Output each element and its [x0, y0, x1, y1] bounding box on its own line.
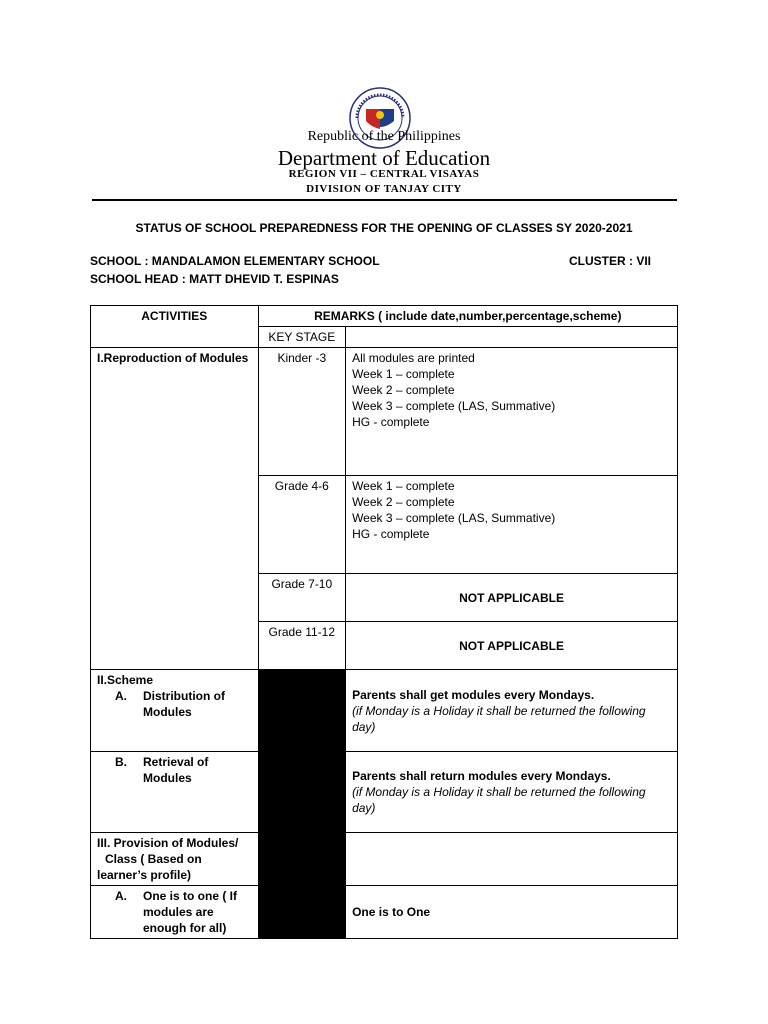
remark-line: All modules are printed — [352, 351, 475, 365]
table-row — [91, 752, 678, 833]
section2-title: II.Scheme — [97, 673, 154, 687]
school-name: SCHOOL : MANDALAMON ELEMENTARY SCHOOL — [90, 254, 380, 268]
section3-title-line: III. Provision of Modules/ — [97, 836, 239, 850]
section2-b-label — [143, 754, 208, 786]
label-line: enough for all) — [143, 921, 227, 935]
section3-title-cell — [91, 833, 259, 886]
remarks-cell — [346, 348, 678, 476]
header-blank — [346, 327, 678, 348]
remark-line: Parents shall return modules every Mondays. — [352, 769, 611, 783]
label-line: modules are — [143, 905, 214, 919]
remarks-cell-empty — [346, 833, 678, 886]
remark-line: HG - complete — [352, 527, 430, 541]
key-stage-cell: Grade 7-10 — [258, 574, 346, 622]
blacked-out-cell — [258, 833, 346, 886]
remark-line: Parents shall get modules every Mondays. — [352, 687, 595, 702]
section2-b-cell — [91, 752, 259, 833]
list-marker: A. — [115, 689, 127, 703]
remark-line: Week 2 – complete — [352, 383, 455, 397]
table-row — [91, 348, 678, 476]
division-heading: DIVISION OF TANJAY CITY — [306, 183, 462, 195]
key-stage-cell: Kinder -3 — [258, 348, 346, 476]
remark-line: Week 1 – complete — [352, 367, 455, 381]
header-key-stage: KEY STAGE — [258, 327, 346, 348]
republic-heading: Republic of the Philippines — [307, 129, 461, 144]
remark-note: (if Monday is a Holiday it shall be returned the following day) — [352, 785, 646, 815]
region-heading: REGION VII – CENTRAL VISAYAS — [288, 168, 480, 180]
section3-title-line: learner’s profile) — [97, 868, 192, 882]
header-divider — [92, 199, 677, 201]
section3-a-label — [143, 888, 237, 936]
list-marker: A. — [115, 889, 127, 903]
key-stage-cell: Grade 11-12 — [258, 622, 346, 670]
department-heading: Department of Education — [277, 146, 491, 170]
label-line: Distribution of — [143, 689, 225, 703]
label-line: Modules — [143, 705, 192, 719]
document-title: STATUS OF SCHOOL PREPAREDNESS FOR THE OPENING OF CLASSES SY 2020-2021 — [135, 221, 633, 235]
list-marker: B. — [115, 755, 127, 769]
table-row — [91, 833, 678, 886]
table-header-row — [91, 306, 678, 327]
section2-b-item — [97, 754, 252, 786]
remarks-cell: NOT APPLICABLE — [346, 574, 678, 622]
table-row — [91, 886, 678, 939]
section1-title: I.Reproduction of Modules — [91, 348, 259, 670]
table-row — [91, 670, 678, 752]
header-activities: ACTIVITIES — [91, 306, 259, 348]
remark-line: Week 2 – complete — [352, 495, 455, 509]
remarks-cell — [346, 476, 678, 574]
remarks-cell: NOT APPLICABLE — [346, 622, 678, 670]
blacked-out-cell — [258, 886, 346, 939]
school-head: SCHOOL HEAD : MATT DHEVID T. ESPINAS — [90, 272, 339, 286]
remark-line: Week 3 – complete (LAS, Summative) — [352, 399, 556, 413]
label-line: One is to one ( If — [143, 889, 238, 903]
remarks-cell — [346, 670, 678, 752]
remark-line: HG - complete — [352, 415, 430, 429]
cluster-label: CLUSTER : VII — [569, 254, 652, 268]
remarks-cell: One is to One — [346, 886, 678, 939]
section2-a-cell — [91, 670, 259, 752]
label-line: Modules — [143, 771, 192, 785]
remarks-cell — [346, 752, 678, 833]
section2-a-item — [97, 688, 252, 720]
section3-a-cell — [91, 886, 259, 939]
section2-a-label — [143, 688, 225, 720]
remark-note: (if Monday is a Holiday it shall be returned the following day) — [352, 703, 646, 734]
remark-line: Week 1 – complete — [352, 479, 455, 493]
preparedness-table — [90, 305, 678, 939]
section3-a-item — [97, 888, 252, 936]
label-line: Retrieval of — [143, 755, 209, 769]
key-stage-cell: Grade 4-6 — [258, 476, 346, 574]
blacked-out-cell — [258, 670, 346, 752]
blacked-out-cell — [258, 752, 346, 833]
remark-line: Week 3 – complete (LAS, Summative) — [352, 511, 556, 525]
header-remarks: REMARKS ( include date,number,percentage,scheme) — [258, 306, 677, 327]
section3-title-line: Class ( Based on — [105, 852, 202, 866]
